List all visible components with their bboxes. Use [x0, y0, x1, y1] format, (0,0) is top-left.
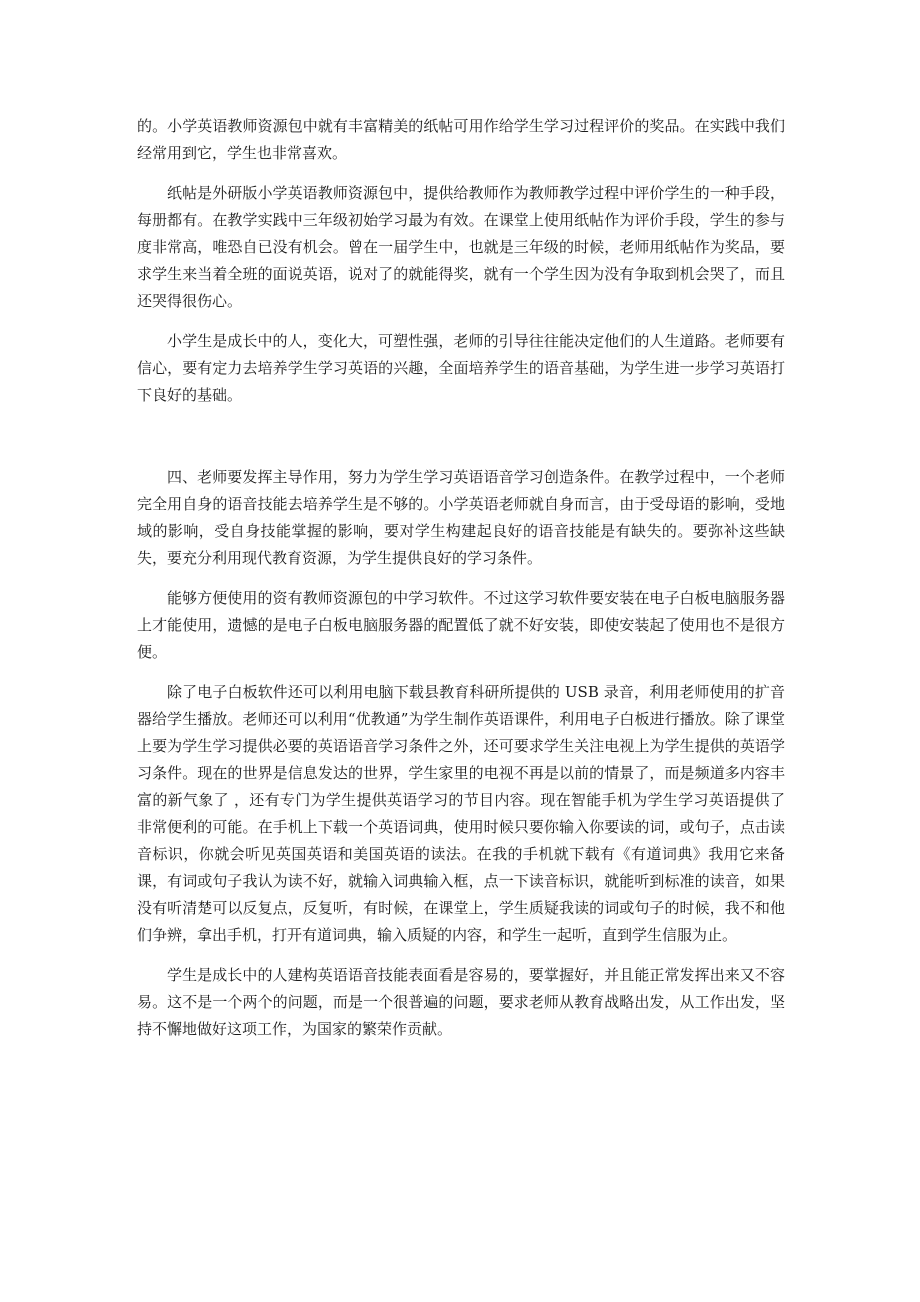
paragraph-6: 除了电子白板软件还可以利用电脑下载县教育科研所提供的 USB 录音，利用老师使用的扩音器给学生播放。老师还可以利用“优教通”为学生制作英语课件，利用电子白板进行播放。除了课堂上要为学生学习提供必要的英语语音学习条件之外，还可要求学生关注电视上为学生提供的英语学习条件。现在的世界是信息发达的世界，学生家里的电视不再是以前的情景了，而是频道多内容丰富的新气象了 ，还有专门为学生提供英语学习的节目内容。现在智能手机为学生学习英语提供了非常便利的可能。在手机上下载一个英语词典，使用时候只要你输入你要读的词，或句子，点击读音标识，你就会听见英国英语和美国英语的读法。在我的手机就下载有《有道词典》我用它来备课，有词或句子我认为读不好，就输入词典输入框，点一下读音标识，就能听到标准的读音，如果没有听清楚可以反复点，反复听，有时候，在课堂上，学生质疑我读的词或句子的时候，我不和他们争辨，拿出手机，打开有道词典，输入质疑的内容，和学生一起听，直到学生信服为止。 [137, 683, 785, 944]
document-body [137, 113, 785, 1056]
paragraph-3: 小学生是成长中的人，变化大，可塑性强，老师的引导往往能决定他们的人生道路。老师要有信心，要有定力去培养学生学习英语的兴趣，全面培养学生的语音基础，为学生进一步学习英语打下良好的基础。 [137, 332, 785, 404]
paragraph-4: 四、老师要发挥主导作用，努力为学生学习英语语音学习创造条件。在教学过程中，一个老师完全用自身的语音技能去培养学生是不够的。小学英语老师就自身而言，由于受母语的影响，受地域的影响，受自身技能掌握的影响，要对学生构建起良好的语音技能是有缺失的。要弥补这些缺失，要充分利用现代教育资源，为学生提供良好的学习条件。 [137, 468, 785, 567]
paragraph-2: 纸帖是外研版小学英语教师资源包中，提供给教师作为教师教学过程中评价学生的一种手段，每册都有。在教学实践中三年级初始学习最为有效。在课堂上使用纸帖作为评价手段，学生的参与度非常高，唯恐自已没有机会。曾在一届学生中，也就是三年级的时候，老师用纸帖作为奖品，要求学生来当着全班的面说英语，说对了的就能得奖，就有一个学生因为没有争取到机会哭了，而且还哭得很伤心。 [137, 184, 785, 310]
paragraph-1: 的。小学英语教师资源包中就有丰富精美的纸帖可用作给学生学习过程评价的奖品。在实践中我们经常用到它，学生也非常喜欢。 [137, 117, 785, 162]
paragraph-7: 学生是成长中的人建构英语语音技能表面看是容易的，要掌握好，并且能正常发挥出来又不容易。这不是一个两个的问题，而是一个很普遍的问题，要求老师从教育战略出发，从工作出发，坚持不懈地做好这项工作，为国家的繁荣作贡献。 [137, 966, 785, 1038]
paragraph-5: 能够方便使用的资有教师资源包的中学习软件。不过这学习软件要安装在电子白板电脑服务器上才能使用，遗憾的是电子白板电脑服务器的配置低了就不好安装，即使安装起了使用也不是很方便。 [137, 589, 785, 661]
section-gap [137, 422, 785, 464]
